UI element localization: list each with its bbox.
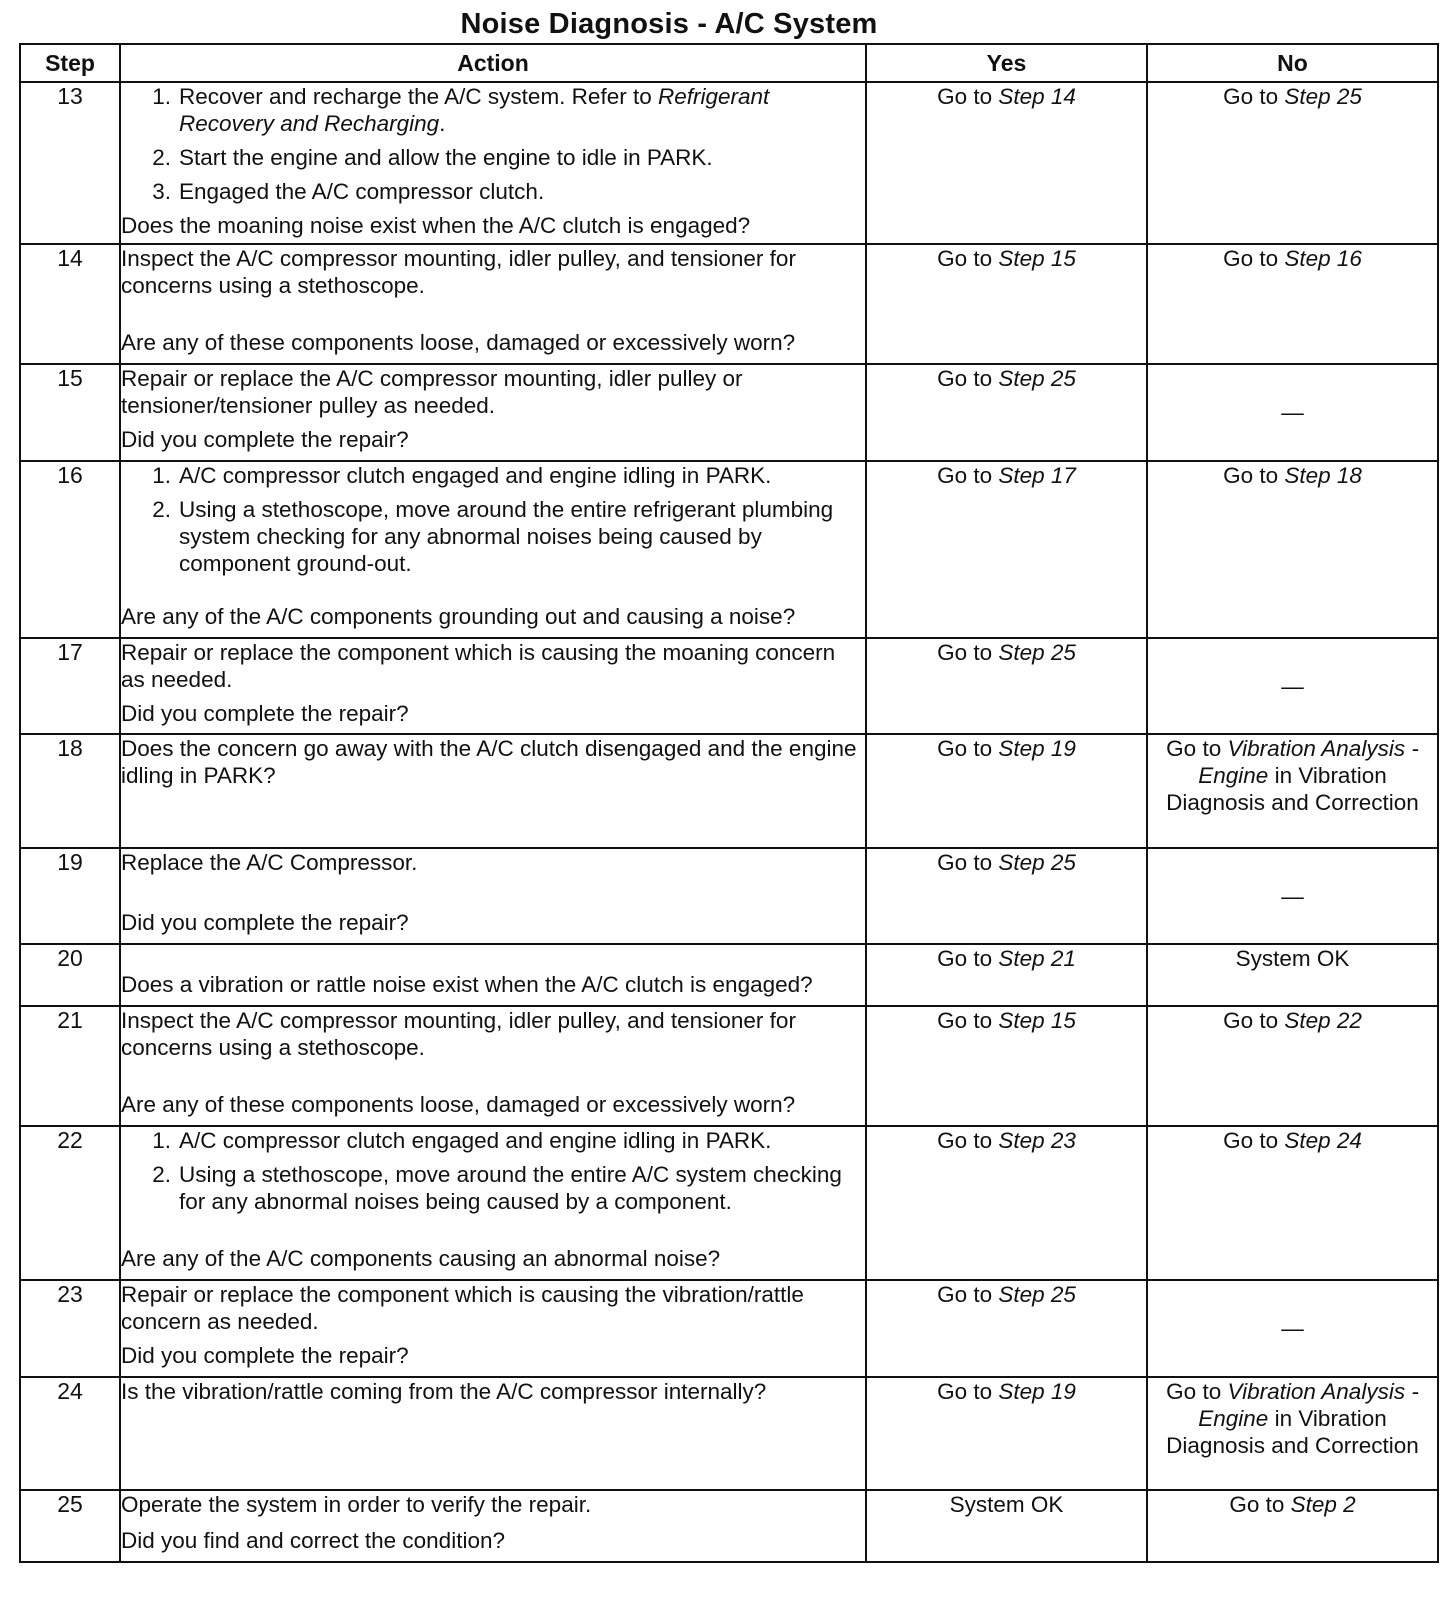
action-body xyxy=(121,1127,865,1222)
no-outcome-dash: — xyxy=(1281,1316,1304,1341)
action-body xyxy=(121,735,865,796)
action-cell xyxy=(120,848,866,944)
step-index: 1. xyxy=(152,1128,171,1153)
goto-prefix: Go to xyxy=(1223,1008,1285,1033)
goto-link xyxy=(1166,736,1419,815)
action-step xyxy=(121,1161,865,1215)
yes-outcome xyxy=(866,734,1147,848)
goto-link xyxy=(937,640,1076,665)
no-outcome xyxy=(1147,1490,1438,1562)
action-body xyxy=(121,83,865,212)
step-number: 24 xyxy=(20,1377,120,1490)
action-paragraph: Inspect the A/C compressor mounting, idler pulley, and tensioner for concerns using a stethoscope. xyxy=(121,1008,796,1060)
goto-link xyxy=(937,1379,1076,1404)
table-row xyxy=(20,1377,1438,1490)
goto-prefix: Go to xyxy=(937,946,999,971)
goto-prefix: Go to xyxy=(937,640,999,665)
yes-outcome xyxy=(866,1490,1147,1562)
goto-link xyxy=(1223,246,1362,271)
action-paragraph: Is the vibration/rattle coming from the A/C compressor internally? xyxy=(121,1379,767,1404)
action-body xyxy=(121,1007,865,1068)
goto-link xyxy=(937,366,1076,391)
action-question: Are any of the A/C components grounding out and causing a noise? xyxy=(121,604,796,629)
action-step xyxy=(121,144,865,171)
step-text-main: Start the engine and allow the engine to idle in PARK. xyxy=(179,145,713,170)
step-text xyxy=(179,144,865,171)
goto-reference: Step 25 xyxy=(998,640,1076,665)
action-question: Did you complete the repair? xyxy=(121,910,409,935)
goto-link xyxy=(937,946,1076,971)
goto-link xyxy=(937,463,1076,488)
action-cell xyxy=(120,364,866,461)
action-paragraph: Replace the A/C Compressor. xyxy=(121,850,418,875)
goto-prefix: Go to xyxy=(1166,1379,1228,1404)
goto-reference: Step 25 xyxy=(998,366,1076,391)
goto-link xyxy=(1166,1379,1419,1458)
goto-reference: Step 25 xyxy=(998,1282,1076,1307)
step-text-main: Recover and recharge the A/C system. Refer to xyxy=(179,84,658,109)
action-question: Did you complete the repair? xyxy=(121,701,409,726)
step-number: 13 xyxy=(20,82,120,244)
step-reference: Refrigerant Recovery and Recharging xyxy=(179,84,770,136)
action-step xyxy=(121,462,865,489)
goto-reference: Step 15 xyxy=(998,1008,1076,1033)
table-row xyxy=(20,364,1438,461)
step-text xyxy=(179,496,865,577)
table-row xyxy=(20,1126,1438,1280)
goto-link xyxy=(937,1282,1076,1307)
step-text xyxy=(179,462,865,489)
no-outcome xyxy=(1147,734,1438,848)
table-row xyxy=(20,1280,1438,1377)
action-question: Are any of the A/C components causing an abnormal noise? xyxy=(121,1246,721,1271)
action-paragraph: Repair or replace the A/C compressor mounting, idler pulley or tensioner/tensioner pulley as needed. xyxy=(121,366,743,418)
step-index: 2. xyxy=(152,497,171,522)
table-row xyxy=(20,638,1438,734)
no-outcome xyxy=(1147,638,1438,734)
action-body xyxy=(121,1378,865,1412)
goto-reference: Step 15 xyxy=(998,246,1076,271)
step-text-main: A/C compressor clutch engaged and engine idling in PARK. xyxy=(179,1128,772,1153)
action-cell xyxy=(120,944,866,1006)
action-question: Did you complete the repair? xyxy=(121,1343,409,1368)
step-number: 16 xyxy=(20,461,120,638)
action-body xyxy=(121,1491,865,1525)
action-steps xyxy=(121,462,865,577)
goto-prefix: Go to xyxy=(937,246,999,271)
table-row xyxy=(20,848,1438,944)
goto-link xyxy=(1223,463,1362,488)
goto-suffix: in Vibration Diagnosis and Correction xyxy=(1166,763,1419,815)
action-cell xyxy=(120,1377,866,1490)
step-text xyxy=(179,1161,865,1215)
action-step xyxy=(121,178,865,205)
goto-prefix: Go to xyxy=(1166,736,1228,761)
action-question: Did you complete the repair? xyxy=(121,427,409,452)
no-outcome-dash: — xyxy=(1281,883,1304,909)
action-cell xyxy=(120,1490,866,1562)
goto-reference: Step 17 xyxy=(998,463,1076,488)
goto-reference: Step 16 xyxy=(1284,246,1362,271)
no-outcome xyxy=(1147,364,1438,461)
step-number: 17 xyxy=(20,638,120,734)
outcome-text: System OK xyxy=(949,1492,1064,1517)
no-outcome xyxy=(1147,1126,1438,1280)
no-outcome xyxy=(1147,1006,1438,1126)
step-text xyxy=(179,178,865,205)
goto-link xyxy=(937,1008,1076,1033)
action-paragraph: Inspect the A/C compressor mounting, idler pulley, and tensioner for concerns using a stethoscope. xyxy=(121,246,796,298)
action-question: Are any of these components loose, damaged or excessively worn? xyxy=(121,330,796,355)
step-text-post: . xyxy=(439,111,446,136)
goto-prefix: Go to xyxy=(937,1128,999,1153)
goto-reference: Step 14 xyxy=(998,84,1076,109)
action-question: Did you find and correct the condition? xyxy=(121,1528,505,1553)
goto-reference: Step 25 xyxy=(1284,84,1362,109)
action-cell xyxy=(120,461,866,638)
column-header-action: Action xyxy=(120,44,866,82)
column-header-yes: Yes xyxy=(866,44,1147,82)
goto-reference: Step 19 xyxy=(998,736,1076,761)
step-index: 2. xyxy=(152,145,171,170)
action-cell xyxy=(120,244,866,364)
yes-outcome xyxy=(866,1377,1147,1490)
step-index: 1. xyxy=(152,463,171,488)
action-body xyxy=(121,365,865,426)
step-text-main: A/C compressor clutch engaged and engine idling in PARK. xyxy=(179,463,772,488)
goto-reference: Step 2 xyxy=(1290,1492,1356,1517)
step-number: 21 xyxy=(20,1006,120,1126)
column-header-step: Step xyxy=(20,44,120,82)
outcome-text: System OK xyxy=(1235,946,1350,971)
goto-link xyxy=(937,850,1076,875)
action-steps xyxy=(121,83,865,205)
no-outcome xyxy=(1147,944,1438,1006)
no-outcome xyxy=(1147,1377,1438,1490)
action-body xyxy=(121,245,865,306)
yes-outcome xyxy=(866,944,1147,1006)
step-number: 20 xyxy=(20,944,120,1006)
action-step xyxy=(121,1127,865,1154)
goto-prefix: Go to xyxy=(1223,463,1285,488)
goto-prefix: Go to xyxy=(937,736,999,761)
table-row xyxy=(20,461,1438,638)
goto-reference: Step 24 xyxy=(1284,1128,1362,1153)
action-step xyxy=(121,83,865,137)
diagnosis-table xyxy=(19,43,1439,1563)
action-question: Does a vibration or rattle noise exist when the A/C clutch is engaged? xyxy=(121,972,813,997)
goto-link xyxy=(1223,1008,1362,1033)
action-step xyxy=(121,496,865,577)
table-row xyxy=(20,1006,1438,1126)
no-outcome xyxy=(1147,244,1438,364)
goto-prefix: Go to xyxy=(937,366,999,391)
action-cell xyxy=(120,734,866,848)
goto-link xyxy=(937,246,1076,271)
no-outcome xyxy=(1147,848,1438,944)
yes-outcome xyxy=(866,638,1147,734)
table-row xyxy=(20,734,1438,848)
no-outcome xyxy=(1147,82,1438,244)
goto-prefix: Go to xyxy=(1223,246,1285,271)
goto-reference: Step 22 xyxy=(1284,1008,1362,1033)
action-question: Are any of these components loose, damaged or excessively worn? xyxy=(121,1092,796,1117)
table-row xyxy=(20,82,1438,244)
step-text-main: Engaged the A/C compressor clutch. xyxy=(179,179,545,204)
goto-reference: Step 18 xyxy=(1284,463,1362,488)
yes-outcome xyxy=(866,461,1147,638)
goto-prefix: Go to xyxy=(937,850,999,875)
step-number: 19 xyxy=(20,848,120,944)
no-outcome-dash: — xyxy=(1281,673,1304,699)
yes-outcome xyxy=(866,244,1147,364)
step-number: 14 xyxy=(20,244,120,364)
column-header-no: No xyxy=(1147,44,1438,82)
goto-reference: Step 23 xyxy=(998,1128,1076,1153)
no-outcome xyxy=(1147,1280,1438,1377)
goto-link xyxy=(937,736,1076,761)
goto-prefix: Go to xyxy=(937,463,999,488)
yes-outcome xyxy=(866,1126,1147,1280)
step-number: 23 xyxy=(20,1280,120,1377)
no-outcome xyxy=(1147,461,1438,638)
goto-prefix: Go to xyxy=(1223,84,1285,109)
table-row xyxy=(20,944,1438,1006)
step-text-main: Using a stethoscope, move around the entire refrigerant plumbing system checking for any abnormal noises being caused by component ground-out. xyxy=(179,497,834,576)
action-paragraph: Repair or replace the component which is causing the vibration/rattle concern as needed. xyxy=(121,1282,804,1334)
goto-prefix: Go to xyxy=(937,1008,999,1033)
no-outcome-dash: — xyxy=(1281,400,1304,425)
step-index: 1. xyxy=(152,84,171,109)
table-row xyxy=(20,1490,1438,1562)
page-title: Noise Diagnosis - A/C System xyxy=(460,8,878,40)
header-row xyxy=(20,44,1438,82)
goto-reference: Vibration Analysis - Engine xyxy=(1198,736,1419,788)
goto-link xyxy=(937,84,1076,109)
step-index: 3. xyxy=(152,179,171,204)
action-body xyxy=(121,1281,865,1342)
action-cell xyxy=(120,1126,866,1280)
action-question: Does the moaning noise exist when the A/C clutch is engaged? xyxy=(121,213,751,238)
table-row xyxy=(20,244,1438,364)
yes-outcome xyxy=(866,1280,1147,1377)
goto-link xyxy=(1223,84,1362,109)
action-cell xyxy=(120,1280,866,1377)
action-cell xyxy=(120,638,866,734)
step-number: 22 xyxy=(20,1126,120,1280)
action-paragraph: Operate the system in order to verify the repair. xyxy=(121,1492,592,1517)
action-cell xyxy=(120,82,866,244)
action-paragraph: Repair or replace the component which is causing the moaning concern as needed. xyxy=(121,640,836,692)
yes-outcome xyxy=(866,1006,1147,1126)
action-steps xyxy=(121,1127,865,1215)
goto-reference: Step 19 xyxy=(998,1379,1076,1404)
goto-link xyxy=(1223,1128,1362,1153)
action-body xyxy=(121,639,865,700)
step-text-main: Using a stethoscope, move around the entire A/C system checking for any abnormal noises being caused by a component. xyxy=(179,1162,842,1214)
yes-outcome xyxy=(866,364,1147,461)
goto-prefix: Go to xyxy=(1229,1492,1291,1517)
yes-outcome xyxy=(866,848,1147,944)
goto-link xyxy=(937,1128,1076,1153)
goto-prefix: Go to xyxy=(937,84,999,109)
yes-outcome xyxy=(866,82,1147,244)
goto-prefix: Go to xyxy=(937,1379,999,1404)
goto-link xyxy=(1229,1492,1355,1517)
goto-reference: Step 25 xyxy=(998,850,1076,875)
action-body xyxy=(121,849,865,883)
goto-reference: Step 21 xyxy=(998,946,1076,971)
action-paragraph: Does the concern go away with the A/C clutch disengaged and the engine idling in PARK? xyxy=(121,736,857,788)
goto-reference: Vibration Analysis - Engine xyxy=(1198,1379,1419,1431)
goto-prefix: Go to xyxy=(1223,1128,1285,1153)
step-index: 2. xyxy=(152,1162,171,1187)
step-text xyxy=(179,1127,865,1154)
step-number: 18 xyxy=(20,734,120,848)
goto-suffix: in Vibration Diagnosis and Correction xyxy=(1166,1406,1419,1458)
step-number: 25 xyxy=(20,1490,120,1562)
action-cell xyxy=(120,1006,866,1126)
step-text xyxy=(179,83,865,137)
action-body xyxy=(121,462,865,584)
goto-prefix: Go to xyxy=(937,1282,999,1307)
step-number: 15 xyxy=(20,364,120,461)
